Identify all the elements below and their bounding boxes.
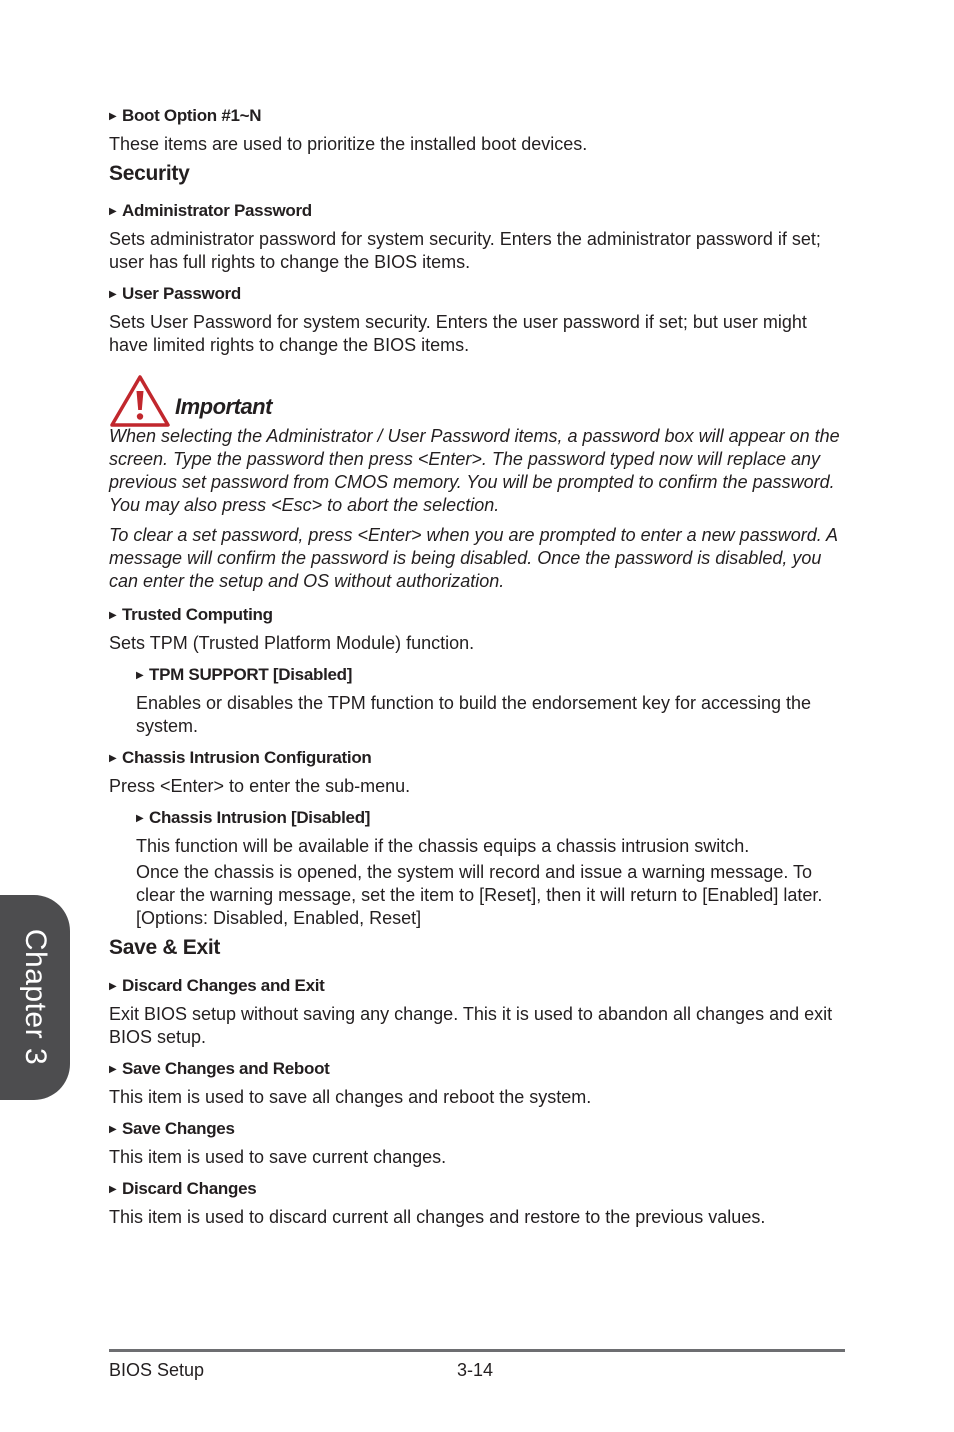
triangle-right-icon: ▶ — [109, 1124, 117, 1135]
triangle-right-icon: ▶ — [136, 813, 144, 824]
item-save-changes — [109, 1119, 849, 1169]
section-heading-save-exit: Save & Exit — [109, 936, 221, 959]
item-heading: ▶ Discard Changes and Exit — [109, 976, 325, 995]
item-heading: ▶ Discard Changes — [109, 1179, 257, 1198]
warning-triangle-icon — [109, 374, 171, 428]
triangle-right-icon: ▶ — [109, 206, 117, 217]
section-heading-security: Security — [109, 162, 190, 185]
triangle-right-icon: ▶ — [109, 1184, 117, 1195]
important-paragraph: When selecting the Administrator / User Password items, a password box will appear on the screen. Type the password then press <Enter>. The password typed now will replace any previous set password from CMOS memory. You will be prompted to confirm the password. You may also press <Esc> to abort the selection. — [109, 426, 840, 515]
important-paragraph: To clear a set password, press <Enter> when you are prompted to enter a new password. A message will confirm the password is being disabled. Once the password is disabled, you can enter the setup and OS without authorization. — [109, 525, 838, 591]
item-heading: ▶ User Password — [109, 284, 241, 303]
triangle-right-icon: ▶ — [109, 981, 117, 992]
item-description: Sets administrator password for system security. Enters the administrator password if set; user has full rights to change the BIOS items. — [109, 229, 821, 272]
item-description: Sets User Password for system security. Enters the user password if set; but user might have limited rights to change the BIOS items. — [109, 312, 807, 355]
triangle-right-icon: ▶ — [109, 289, 117, 300]
item-heading: ▶ Save Changes — [109, 1119, 235, 1138]
item-chassis-intrusion — [136, 808, 849, 930]
item-heading: ▶ Trusted Computing — [109, 605, 273, 624]
chapter-tab — [0, 895, 70, 1100]
item-heading: ▶ Chassis Intrusion [Disabled] — [136, 808, 371, 827]
triangle-right-icon: ▶ — [109, 111, 117, 122]
item-description: These items are used to prioritize the installed boot devices. — [109, 134, 588, 154]
item-discard-changes-and-exit — [109, 976, 849, 1049]
footer-divider — [109, 1349, 845, 1352]
item-heading: ▶ TPM SUPPORT [Disabled] — [136, 665, 353, 684]
item-trusted-computing — [109, 605, 849, 655]
item-heading: ▶ Chassis Intrusion Configuration — [109, 748, 372, 767]
chapter-tab-label: Chapter 3 — [19, 928, 52, 1066]
item-save-changes-and-reboot — [109, 1059, 849, 1109]
triangle-right-icon: ▶ — [109, 610, 117, 621]
triangle-right-icon: ▶ — [109, 1064, 117, 1075]
triangle-right-icon: ▶ — [109, 753, 117, 764]
footer-page-number: 3-14 — [457, 1360, 494, 1380]
item-description: Sets TPM (Trusted Platform Module) function. — [109, 633, 475, 653]
item-heading: ▶ Save Changes and Reboot — [109, 1059, 330, 1078]
triangle-right-icon: ▶ — [136, 670, 144, 681]
item-description: Enables or disables the TPM function to build the endorsement key for accessing the system. — [136, 693, 812, 736]
item-tpm-support — [136, 665, 849, 738]
item-chassis-intrusion-configuration — [109, 748, 849, 798]
item-user-password — [109, 284, 849, 357]
item-administrator-password — [109, 201, 849, 274]
important-title: Important — [175, 394, 272, 419]
item-description: This item is used to save current changes. — [109, 1147, 447, 1167]
item-heading: ▶ Boot Option #1~N — [109, 106, 262, 125]
item-description: This function will be available if the chassis equips a chassis intrusion switch. Once the chassis is opened, the system will record and issue a warning message. To clear the warning message, set the item to [Reset], then it will return to [Enabled] later. [Options: Disabled, Enabled, Reset] — [136, 836, 823, 928]
item-heading: ▶ Administrator Password — [109, 201, 312, 220]
item-description: This item is used to discard current all changes and restore to the previous values. — [109, 1207, 766, 1227]
footer-section-title: BIOS Setup — [109, 1360, 205, 1380]
item-description: Press <Enter> to enter the sub-menu. — [109, 776, 411, 796]
item-description: This item is used to save all changes and reboot the system. — [109, 1087, 592, 1107]
item-boot-option — [109, 106, 849, 156]
item-description: Exit BIOS setup without saving any change. This it is used to abandon all changes and exit BIOS setup. — [109, 1004, 833, 1047]
item-discard-changes — [109, 1179, 849, 1229]
